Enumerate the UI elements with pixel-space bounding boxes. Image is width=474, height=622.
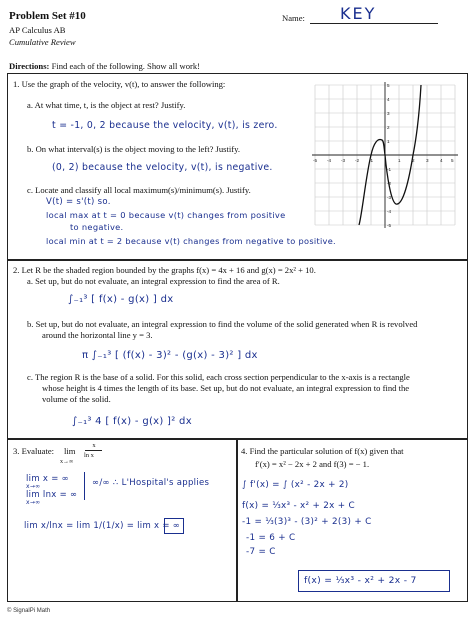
p3-answer-sub-1: x→∞ <box>26 483 41 490</box>
x-tick: -3 <box>341 158 346 163</box>
y-tick: 4 <box>387 97 390 102</box>
course-name: AP Calculus AB <box>9 25 66 35</box>
p3-answer-4: lim x/lnx = lim 1/(1/x) = lim x = ∞ <box>24 521 181 531</box>
x-tick: 2 <box>412 158 415 163</box>
velocity-graph <box>310 80 460 230</box>
p3-lim-sub: x→∞ <box>60 459 74 465</box>
p3-answer-1: lim x = ∞ <box>26 474 70 484</box>
p3-prompt: 3. Evaluate: <box>13 446 55 456</box>
p2c-question-1: c. The region R is the base of a solid. For this solid, each cross section perpendicular to the x-axis is a rectangle <box>27 372 410 382</box>
p4-work-4: -1 = 6 + C <box>246 533 296 543</box>
p1c-answer-1: V(t) = s'(t) so. <box>46 197 111 207</box>
y-tick: 2 <box>387 125 390 130</box>
p1a-answer: t = -1, 0, 2 because the velocity, v(t), is zero. <box>52 120 278 131</box>
x-tick: 4 <box>440 158 443 163</box>
x-tick: -4 <box>327 158 332 163</box>
subtitle: Cumulative Review <box>9 37 76 47</box>
p2a-answer: ∫₋₁³ [ f(x) - g(x) ] dx <box>68 294 174 305</box>
p2b-question-1: b. Set up, but do not evaluate, an integral expression to find the volume of the solid generated when R is revolved <box>27 319 418 329</box>
p3-brace <box>84 472 87 500</box>
page-title: Problem Set #10 <box>9 10 86 22</box>
x-tick: -1 <box>369 158 374 163</box>
p3-lim: lim <box>64 446 76 456</box>
directions-label: Directions: <box>9 61 50 71</box>
p3-answer-sub-2: x→∞ <box>26 499 41 506</box>
y-tick: 3 <box>387 111 390 116</box>
directions <box>9 61 200 71</box>
y-tick: 1 <box>387 139 390 144</box>
p1c-answer-4: local min at t = 2 because v(t) changes from negative to positive. <box>46 236 336 246</box>
p4-prompt-2: f′(x) = x² − 2x + 2 and f(3) = − 1. <box>255 459 370 469</box>
copyright: © SignalPi Math <box>7 608 51 614</box>
p2c-question-3: volume of the solid. <box>42 394 111 404</box>
p3-answer-box <box>164 518 184 534</box>
directions-text: Find each of the following. Show all work! <box>51 61 201 71</box>
p3-answer-2: lim lnx = ∞ <box>26 490 78 500</box>
x-tick: 1 <box>398 158 401 163</box>
p1c-answer-3: to negative. <box>70 222 124 232</box>
name-label: Name: <box>282 13 305 23</box>
name-underline <box>310 23 438 24</box>
p4-final-answer: f(x) = ⅓x³ - x² + 2x - 7 <box>304 575 417 586</box>
y-tick: 5 <box>387 83 390 88</box>
p4-work-1: ∫ f'(x) = ∫ (x² - 2x + 2) <box>242 480 349 490</box>
p3-answer-3: ∞/∞ ∴ L'Hospital's applies <box>92 478 210 488</box>
p3-fraction-num: x <box>92 442 96 449</box>
p1c-question: c. Locate and classify all local maximum(s)/minimum(s). Justify. <box>27 185 251 195</box>
p1a-question: a. At what time, t, is the object at rest? Justify. <box>27 100 186 110</box>
p4-work-5: -7 = C <box>246 547 276 557</box>
x-tick: -5 <box>313 158 318 163</box>
p1b-question: b. On what interval(s) is the object moving to the left? Justify. <box>27 144 241 154</box>
p1c-answer-2: local max at t = 0 because v(t) changes from positive <box>46 210 286 220</box>
p2-prompt: 2. Let R be the shaded region bounded by the graphs f(x) = 4x + 16 and g(x) = 2x² + 10. <box>13 265 316 275</box>
p4-work-2: f(x) = ⅓x³ - x² + 2x + C <box>242 501 355 511</box>
p4-prompt-1: 4. Find the particular solution of f(x) given that <box>241 446 404 456</box>
p3-fraction-den: ln x <box>84 452 94 459</box>
x-tick: 5 <box>451 158 454 163</box>
y-tick: -2 <box>387 181 392 186</box>
name-value: KEY <box>340 4 377 23</box>
p2c-answer: ∫₋₁³ 4 [ f(x) - g(x) ]² dx <box>72 416 192 427</box>
p2b-question-2: around the horizontal line y = 3. <box>42 330 153 340</box>
p4-work-3: -1 = ⅓(3)³ - (3)² + 2(3) + C <box>242 517 372 527</box>
p2c-question-2: whose height is 4 times the length of its base. Set up, but do not evaluate, an integral expression to find the <box>42 383 410 393</box>
y-tick: -1 <box>387 167 392 172</box>
x-tick: -2 <box>355 158 360 163</box>
x-tick: 3 <box>426 158 429 163</box>
y-tick: -4 <box>387 209 392 214</box>
p1-prompt: 1. Use the graph of the velocity, v(t), to answer the following: <box>13 79 226 89</box>
p2a-question: a. Set up, but do not evaluate, an integral expression to find the area of R. <box>27 276 280 286</box>
p2b-answer: π ∫₋₁³ [ (f(x) - 3)² - (g(x) - 3)² ] dx <box>82 350 258 361</box>
p1b-answer: (0, 2) because the velocity, v(t), is negative. <box>52 162 273 173</box>
y-tick: -5 <box>387 223 392 228</box>
y-tick: -3 <box>387 195 392 200</box>
